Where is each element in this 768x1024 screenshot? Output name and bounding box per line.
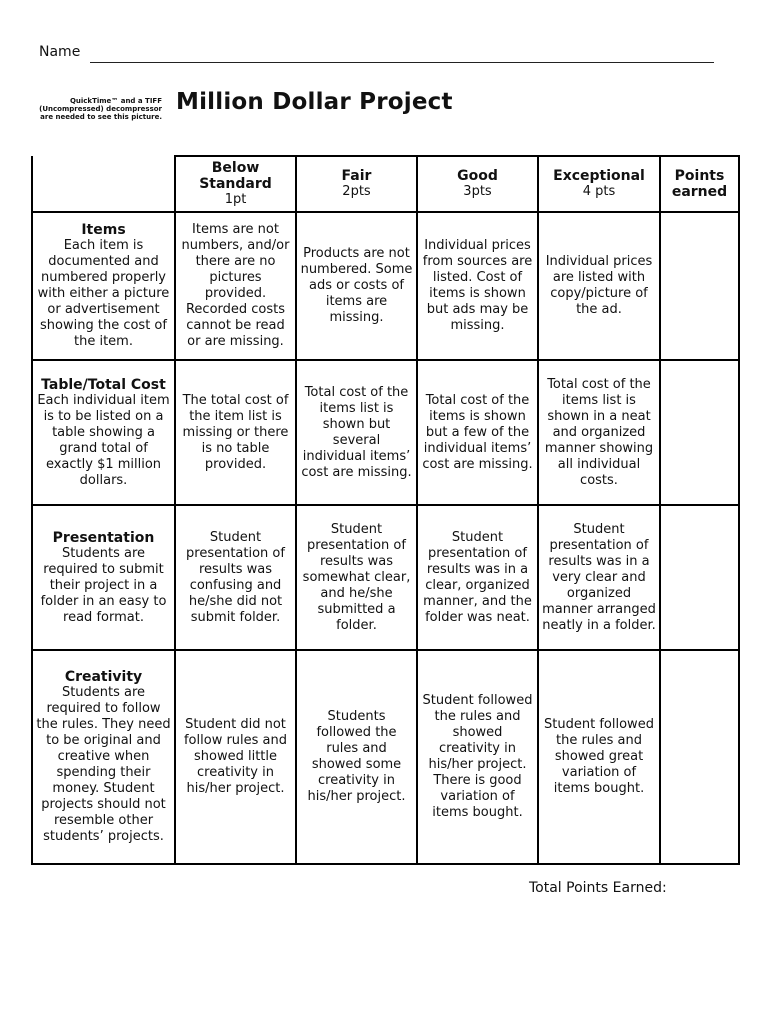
- criterion-cell: [32, 650, 175, 864]
- criterion-title: Creativity: [64, 669, 143, 685]
- rating-cell: Student followed the rules and showed great variation of items bought.: [538, 650, 660, 864]
- header-row: [32, 156, 739, 212]
- col-header-points-earned: [660, 156, 739, 212]
- rubric-row-table-total-cost: [32, 360, 739, 505]
- criterion-description: Students are required to follow the rules. They need to be original and creative when spending their money. Student projects should not resemble other students’ projects.: [36, 685, 171, 844]
- criterion-title: Presentation: [52, 529, 155, 546]
- criterion-cell: [32, 212, 175, 360]
- rating-cell: Total cost of the items list is shown but several individual items’ cost are missing.: [296, 360, 417, 505]
- rating-cell: Individual prices are listed with copy/picture of the ad.: [538, 212, 660, 360]
- rating-cell: Products are not numbered. Some ads or costs of items are missing.: [296, 212, 417, 360]
- col-points: 1pt: [224, 192, 247, 207]
- criterion-title: Items: [81, 222, 126, 238]
- rating-cell: Student presentation of results was in a clear, organized manner, and the folder was neat.: [417, 505, 538, 650]
- criterion-description: Each item is documented and numbered properly with either a picture or advertisement showing the cost of the item.: [37, 238, 170, 349]
- missing-image-placeholder: QuickTime™ and a TIFF (Uncompressed) decompressor are needed to see this picture.: [39, 97, 162, 121]
- col-points: 4 pts: [582, 184, 616, 199]
- rubric-row-presentation: [32, 505, 739, 650]
- col-header-good: [417, 156, 538, 212]
- criterion-description: Students are required to submit their project in a folder in an easy to read format.: [40, 545, 167, 625]
- col-points: 3pts: [463, 184, 492, 199]
- rubric-table: [31, 155, 740, 865]
- col-header-fair: [296, 156, 417, 212]
- criterion-description: Each individual item is to be listed on a table showing a grand total of exactly $1 million dollars.: [37, 392, 170, 488]
- col-title: Good: [457, 168, 498, 184]
- rating-cell: Individual prices from sources are listed. Cost of items is shown but ads may be missing.: [417, 212, 538, 360]
- rating-cell: Student presentation of results was somewhat clear, and he/she submitted a folder.: [296, 505, 417, 650]
- criterion-cell: [32, 360, 175, 505]
- rating-cell: Total cost of the items list is shown in a neat and organized manner showing all individual costs.: [538, 360, 660, 505]
- col-title: Exceptional: [553, 168, 645, 184]
- points-earned-cell[interactable]: [660, 650, 739, 864]
- criterion-cell: [32, 505, 175, 650]
- rating-cell: Student followed the rules and showed creativity in his/her project. There is good variation of items bought.: [417, 650, 538, 864]
- name-label: Name: [39, 44, 81, 60]
- rating-cell: Student presentation of results was confusing and he/she did not submit folder.: [175, 505, 296, 650]
- rating-cell: Student did not follow rules and showed little creativity in his/her project.: [175, 650, 296, 864]
- rating-cell: Students followed the rules and showed some creativity in his/her project.: [296, 650, 417, 864]
- col-points: 2pts: [342, 184, 371, 199]
- criterion-title: Table/Total Cost: [41, 376, 166, 393]
- col-title: Fair: [341, 168, 372, 184]
- rating-cell: Total cost of the items is shown but a few of the individual items’ cost are missing.: [417, 360, 538, 505]
- col-header-below-standard: [175, 156, 296, 212]
- points-earned-cell[interactable]: [660, 505, 739, 650]
- total-points-label: Total Points Earned:: [529, 880, 667, 896]
- page-title: Million Dollar Project: [176, 89, 453, 115]
- points-earned-cell[interactable]: [660, 212, 739, 360]
- col-header-exceptional: [538, 156, 660, 212]
- col-title: Below Standard: [199, 160, 272, 192]
- rating-cell: Items are not numbers, and/or there are no pictures provided. Recorded costs cannot be read or are missing.: [175, 212, 296, 360]
- name-field-line[interactable]: [90, 62, 714, 63]
- rating-cell: Student presentation of results was in a very clear and organized manner arranged neatly in a folder.: [538, 505, 660, 650]
- rubric-row-items: [32, 212, 739, 360]
- rubric-row-creativity: [32, 650, 739, 864]
- col-title: Points earned: [671, 168, 728, 200]
- rating-cell: The total cost of the item list is missing or there is no table provided.: [175, 360, 296, 505]
- points-earned-cell[interactable]: [660, 360, 739, 505]
- empty-header-cell: [32, 156, 175, 212]
